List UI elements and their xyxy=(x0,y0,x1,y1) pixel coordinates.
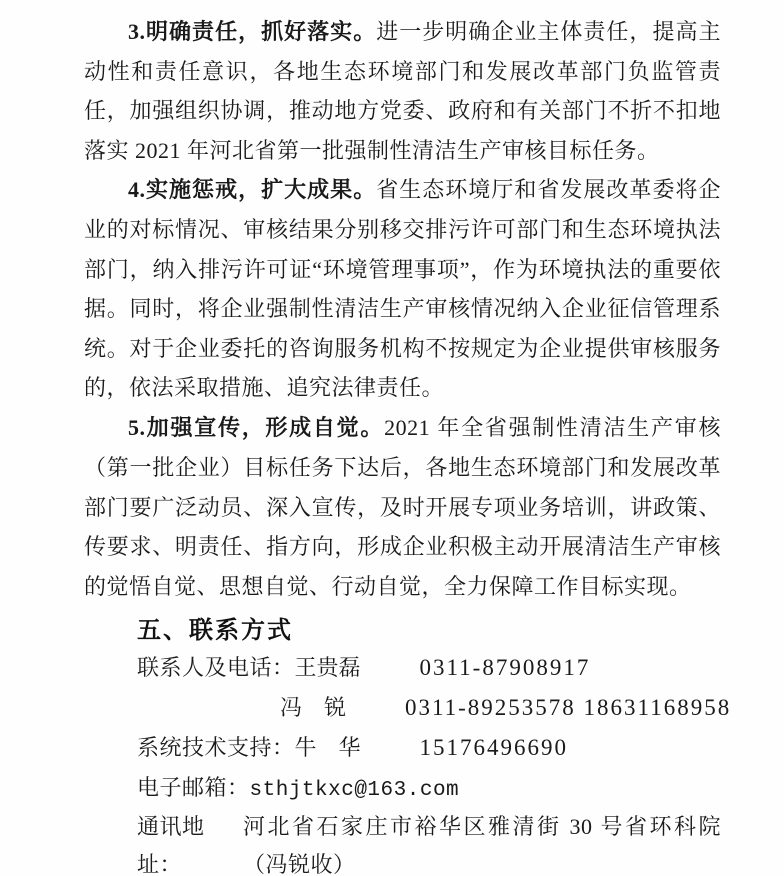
contact-phone-row-1 xyxy=(137,648,721,688)
paragraph-text: 2021 年全省强制性清洁生产审核（第一批企业）目标任务下达后，各地生态环境部门和发展改革部门要广泛动员、深入宣传，及时开展专项业务培训，讲政策、传要求、明责任、指方向，形成企业积极主动开展清洁生产审核的觉悟自觉、思想自觉、行动自觉，全力保障工作目标实现。 xyxy=(84,415,721,599)
contact-phone-number: 0311-87908917 xyxy=(419,655,591,681)
contact-phone-number: 0311-89253578 18631168958 xyxy=(405,695,732,721)
paragraph-lead: 5.加强宣传，形成自觉。 xyxy=(128,415,385,441)
paragraph-lead: 3.明确责任，抓好落实。 xyxy=(128,19,377,44)
contact-email-label: 电子邮箱： xyxy=(137,775,250,801)
paragraph-text: 省生态环境厅和省发展改革委将企业的对标情况、审核结果分别移交排污许可部门和生态环境执法部门，纳入排污许可证“环境管理事项”，作为环境执法的重要依据。同时，将企业强制性清洁生产审核情况纳入企业征信管理系统。对于企业委托的咨询服务机构不按规定为企业提供审核服务的，依法采取措施、追究法律责任。 xyxy=(84,177,721,401)
contact-address-label: 通讯地址： xyxy=(137,814,205,876)
contact-support-row xyxy=(137,728,721,768)
paragraph-lead: 4.实施惩戒，扩大成果。 xyxy=(128,177,377,203)
contact-address-text: 河北省石家庄市裕华区雅清街 30 号省环科院（冯锐收） xyxy=(243,814,721,876)
contact-person-name: 牛 华 xyxy=(294,735,361,761)
contact-phone-row-2 xyxy=(137,688,732,728)
contact-person-name: 王贵磊 xyxy=(294,655,361,681)
contact-block xyxy=(137,648,732,876)
body-paragraph xyxy=(84,12,721,170)
contact-address-row xyxy=(137,808,721,876)
body-paragraph xyxy=(84,170,721,408)
contact-email-row xyxy=(137,768,721,808)
contact-phone-number: 15176496690 xyxy=(419,735,569,761)
contact-person-name: 冯 锐 xyxy=(280,695,347,721)
body-paragraph xyxy=(84,408,721,606)
section-heading-contact: 五、联系方式 xyxy=(137,616,293,644)
paragraph-text: 进一步明确企业主体责任，提高主动性和责任意识，各地生态环境部门和发展改革部门负监管责任，加强组织协调，推动地方党委、政府和有关部门不折不扣地落实 2021 年河北省第一批强制性清洁生产审核目标任务。 xyxy=(84,19,721,163)
document-content xyxy=(84,12,732,876)
contact-phone-label: 联系人及电话： xyxy=(137,655,295,681)
contact-support-label: 系统技术支持： xyxy=(137,735,295,761)
contact-email-address: sthjtkxc@163.com xyxy=(249,779,460,803)
